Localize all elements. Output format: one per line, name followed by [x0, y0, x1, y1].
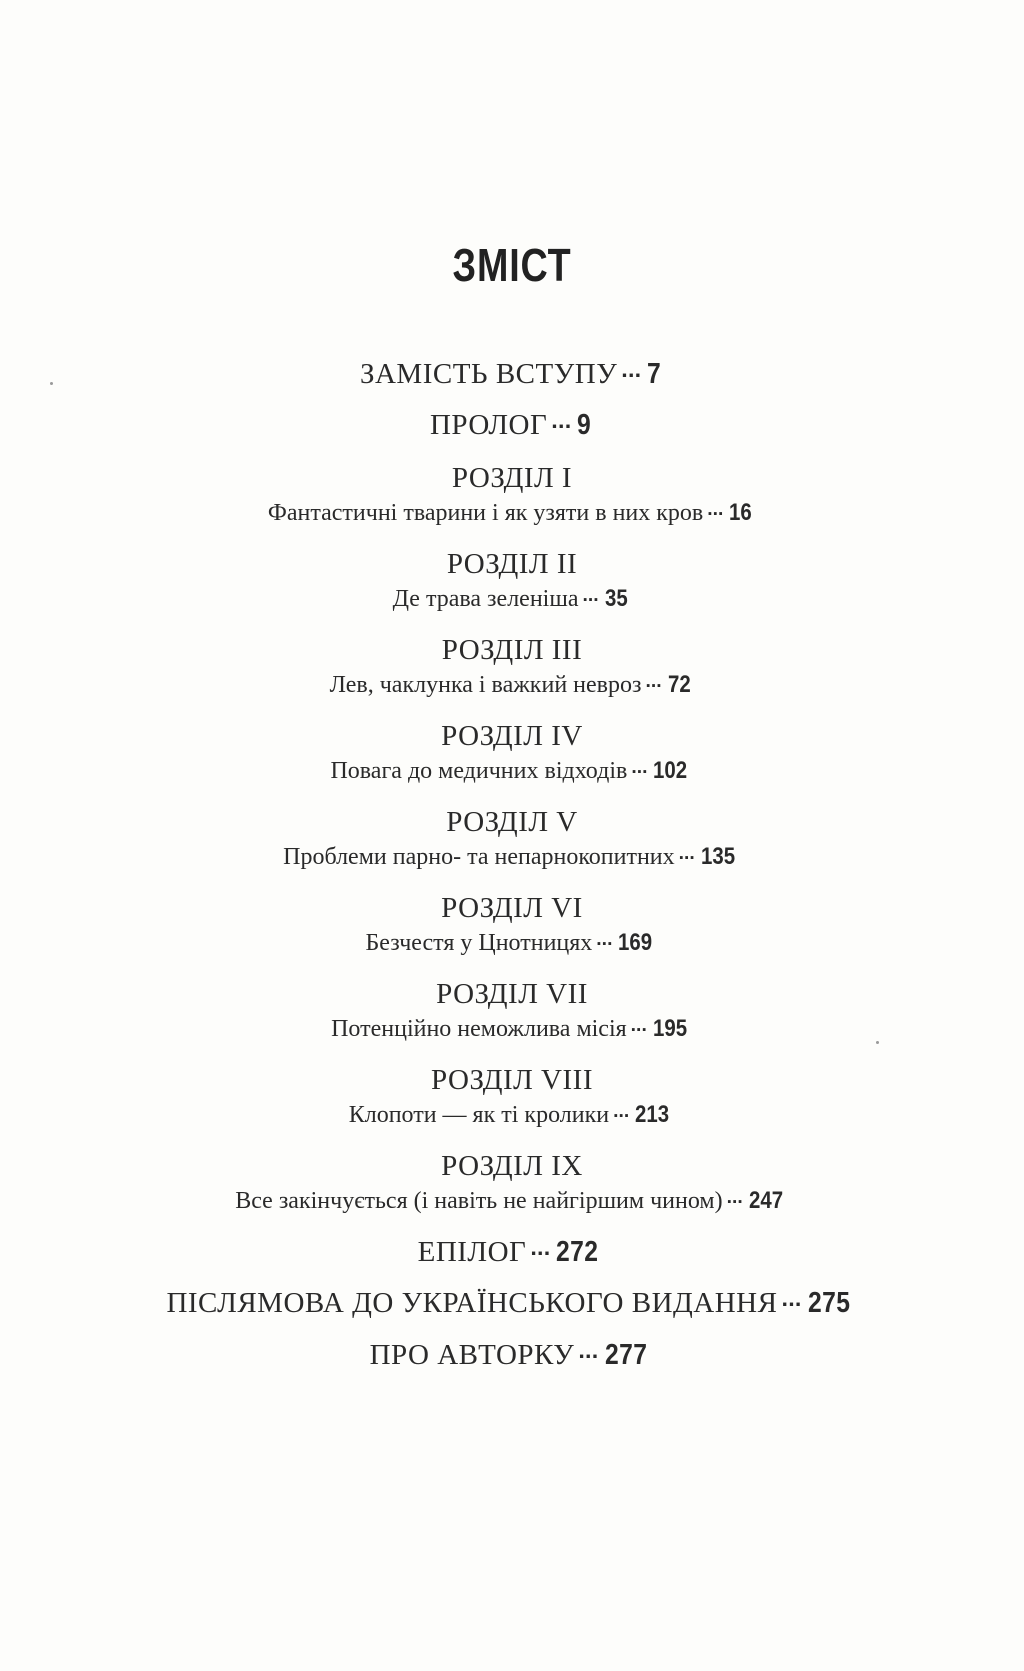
toc-heading-label: ПРОЛОГ — [429, 409, 548, 441]
page-number: 16 — [729, 499, 753, 526]
toc-heading-label: РОЗДІЛ VII — [436, 978, 588, 1010]
toc-heading-label: РОЗДІЛ I — [451, 462, 573, 494]
toc-heading-label: РОЗДІЛ II — [446, 548, 578, 580]
toc-heading — [0, 548, 1024, 581]
toc-chapter-label: Повага до медичних відходів — [330, 758, 628, 784]
toc-heading-label: РОЗДІЛ VI — [441, 892, 583, 924]
page-number: 72 — [667, 671, 691, 698]
toc-heading-label: ЗАМІСТЬ ВСТУПУ — [359, 358, 618, 390]
leader-dots: ··· — [645, 676, 662, 697]
toc-heading — [0, 978, 1024, 1011]
leader-dots: ··· — [726, 1192, 743, 1213]
leader-dots: ··· — [707, 504, 724, 525]
toc-heading-label: РОЗДІЛ VIII — [431, 1064, 593, 1096]
toc-chapter-title — [0, 1101, 1024, 1129]
toc-heading — [0, 409, 1024, 442]
toc-heading — [0, 1236, 1024, 1269]
leader-dots: ··· — [551, 413, 572, 439]
toc-heading-label: РОЗДІЛ V — [446, 806, 578, 838]
page-number: 213 — [635, 1101, 670, 1128]
toc-chapter-label: Проблеми парно- та непарнокопитних — [283, 844, 675, 870]
paper-speck — [876, 1041, 879, 1044]
toc-heading-label: РОЗДІЛ III — [441, 634, 583, 666]
toc-heading-label: ЕПІЛОГ — [417, 1236, 527, 1268]
toc-chapter-title — [0, 843, 1024, 871]
toc-heading — [0, 806, 1024, 839]
toc-heading — [0, 892, 1024, 925]
leader-dots: ··· — [678, 848, 695, 869]
toc-chapter-label: Потенційно неможлива місія — [331, 1016, 627, 1042]
toc-heading — [0, 358, 1024, 391]
toc-title: ЗМІСТ — [452, 239, 572, 291]
page-number: 272 — [556, 1236, 599, 1268]
page-number: 7 — [647, 358, 662, 390]
leader-dots: ··· — [582, 590, 599, 611]
leader-dots: ··· — [631, 762, 648, 783]
toc-chapter-title — [0, 757, 1024, 785]
toc-heading — [0, 1064, 1024, 1097]
toc-chapter-label: Все закінчується (і навіть не найгіршим чином) — [235, 1188, 723, 1214]
toc-chapter-label: Лев, чаклунка і важкий невроз — [329, 672, 642, 698]
toc-heading-label: ПРО АВТОРКУ — [369, 1339, 575, 1371]
toc-heading — [0, 462, 1024, 495]
page-number: 169 — [618, 929, 653, 956]
toc-heading — [0, 1339, 1024, 1372]
page-number: 275 — [807, 1287, 851, 1319]
page-number: 277 — [604, 1339, 647, 1371]
toc-heading — [0, 720, 1024, 753]
toc-heading — [0, 1287, 1024, 1320]
page-number: 102 — [653, 757, 688, 784]
page-number: 195 — [652, 1015, 687, 1042]
page-number: 35 — [604, 585, 628, 612]
page-number: 135 — [700, 843, 735, 870]
toc-chapter-title — [0, 1015, 1024, 1043]
leader-dots: ··· — [630, 1020, 647, 1041]
leader-dots: ··· — [781, 1291, 802, 1317]
leader-dots: ··· — [578, 1343, 599, 1369]
page-number: 247 — [748, 1187, 783, 1214]
toc-heading — [0, 1150, 1024, 1183]
leader-dots: ··· — [596, 934, 613, 955]
toc-heading-label: ПІСЛЯМОВА ДО УКРАЇНСЬКОГО ВИДАННЯ — [166, 1287, 778, 1319]
toc-chapter-title — [0, 929, 1024, 957]
toc-chapter-label: Клопоти — як ті кролики — [348, 1102, 610, 1128]
toc-chapter-label: Фантастичні тварини і як узяти в них кров — [267, 500, 704, 526]
leader-dots: ··· — [621, 362, 642, 388]
toc-chapter-title — [0, 671, 1024, 699]
paper-speck — [50, 382, 53, 385]
leader-dots: ··· — [530, 1240, 551, 1266]
toc-chapter-label: Де трава зеленіша — [392, 586, 579, 612]
toc-chapter-title — [0, 585, 1024, 613]
toc-chapter-title — [0, 1187, 1024, 1215]
toc-heading-label: РОЗДІЛ IV — [441, 720, 583, 752]
toc-chapter-title — [0, 499, 1024, 527]
toc-heading — [0, 634, 1024, 667]
page-number: 9 — [577, 409, 592, 441]
leader-dots: ··· — [613, 1106, 630, 1127]
toc-chapter-label: Безчестя у Цнотницях — [365, 930, 593, 956]
toc-heading-label: РОЗДІЛ IX — [441, 1150, 583, 1182]
